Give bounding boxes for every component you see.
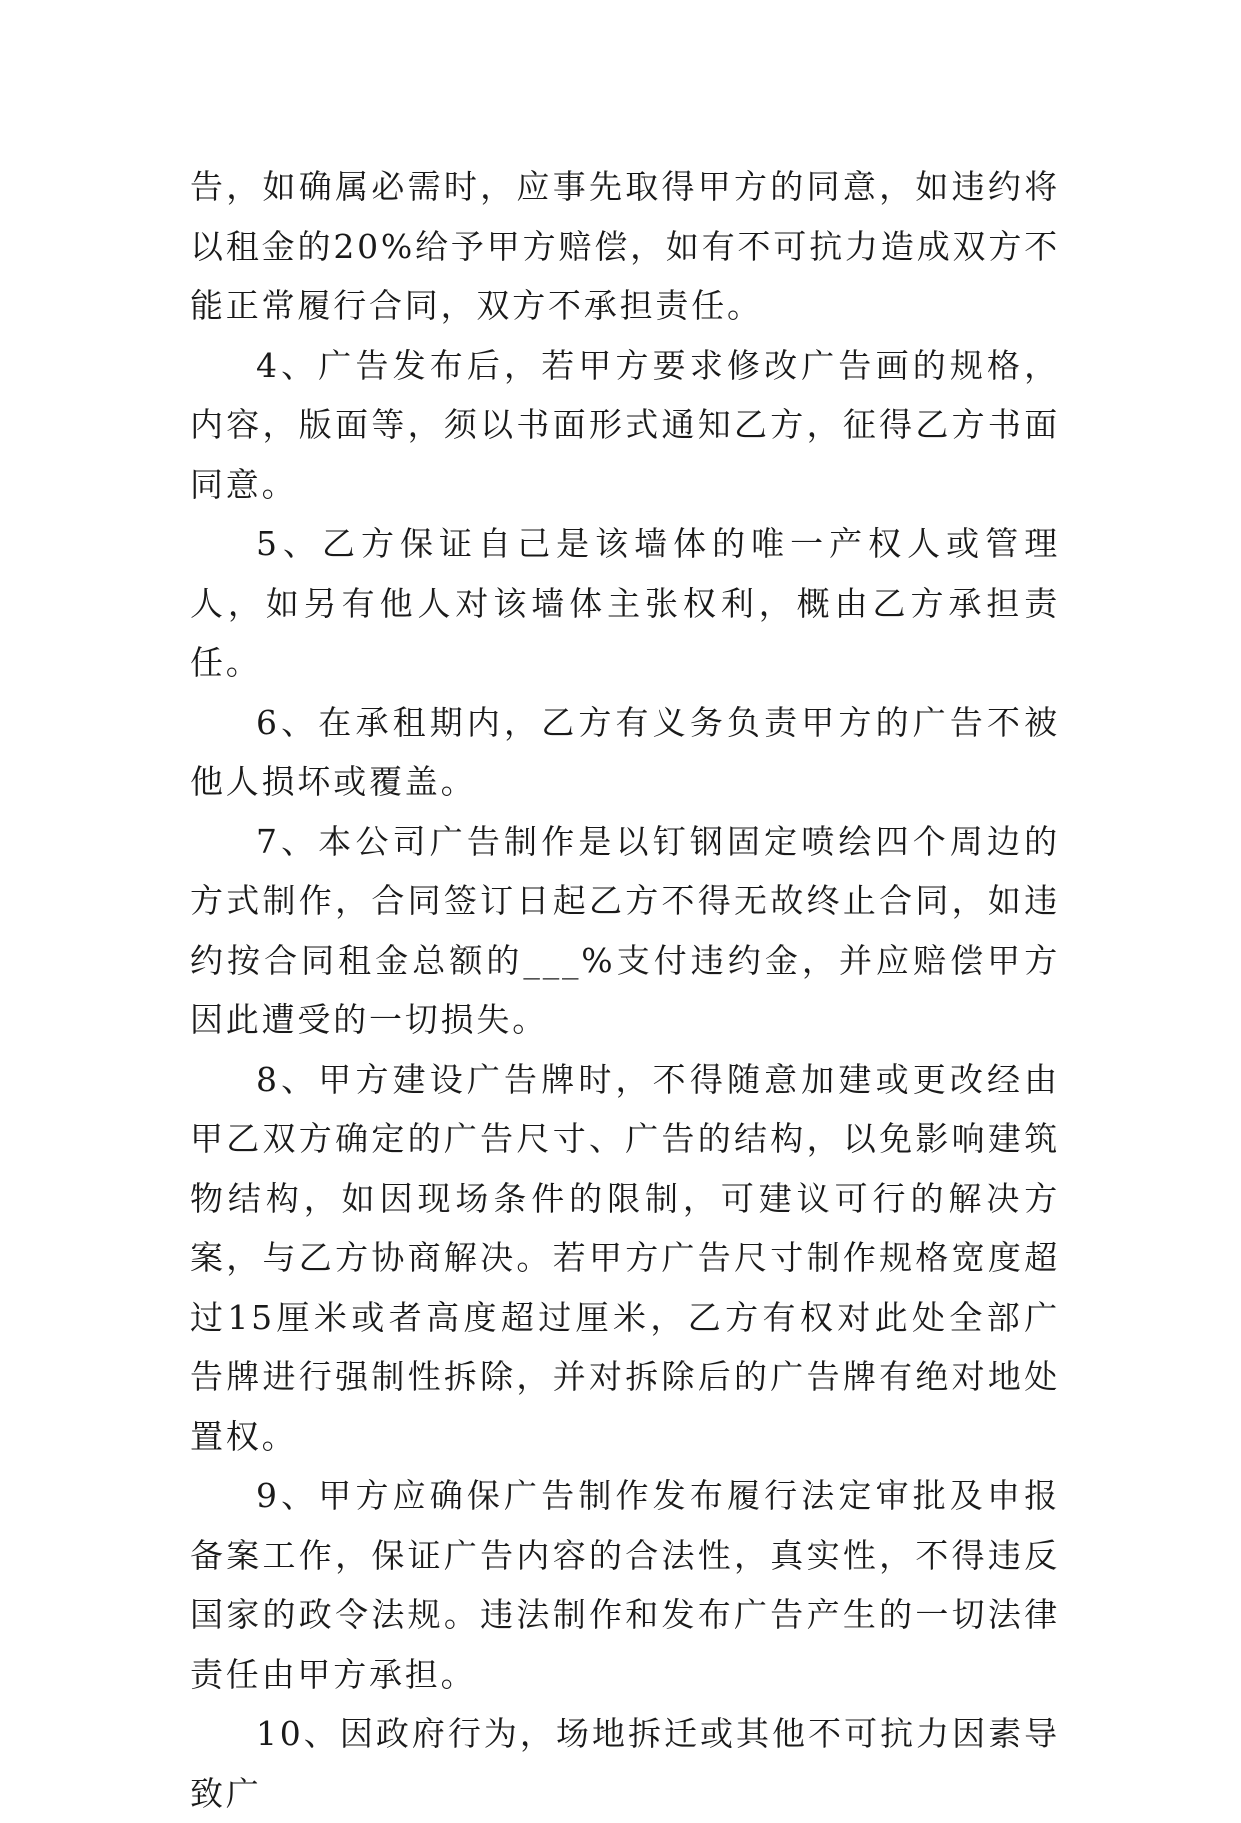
paragraph-clause-6: 6、在承租期内，乙方有义务负责甲方的广告不被他人损坏或覆盖。	[190, 702, 1060, 801]
paragraph-clause-7: 7、本公司广告制作是以钉钢固定喷绘四个周边的方式制作，合同签订日起乙方不得无故终止合同，如违约按合同租金总额的___%支付违约金，并应赔偿甲方因此遭受的一切损失。	[190, 821, 1060, 1039]
paragraph-clause-4: 4、广告发布后，若甲方要求修改广告画的规格，内容，版面等，须以书面形式通知乙方，征得乙方书面同意。	[190, 345, 1060, 504]
paragraph-clause-9: 9、甲方应确保广告制作发布履行法定审批及申报备案工作，保证广告内容的合法性，真实性，不得违反国家的政令法规。违法制作和发布广告产生的一切法律责任由甲方承担。	[190, 1476, 1060, 1694]
document-body	[190, 157, 1060, 1823]
paragraph-clause-5: 5、乙方保证自己是该墙体的唯一产权人或管理人，如另有他人对该墙体主张权利，概由乙方承担责任。	[190, 524, 1060, 682]
paragraph-clause-10: 10、因政府行为，场地拆迁或其他不可抗力因素导致广	[190, 1714, 1060, 1813]
paragraph-clause-8: 8、甲方建设广告牌时，不得随意加建或更改经由甲乙双方确定的广告尺寸、广告的结构，以免影响建筑物结构，如因现场条件的限制，可建议可行的解决方案，与乙方协商解决。若甲方广告尺寸制作规格宽度超过15厘米或者高度超过厘米，乙方有权对此处全部广告牌进行强制性拆除，并对拆除后的广告牌有绝对地处置权。	[190, 1059, 1060, 1456]
paragraph-continuation: 告，如确属必需时，应事先取得甲方的同意，如违约将以租金的20%给予甲方赔偿，如有不可抗力造成双方不能正常履行合同，双方不承担责任。	[190, 167, 1060, 325]
